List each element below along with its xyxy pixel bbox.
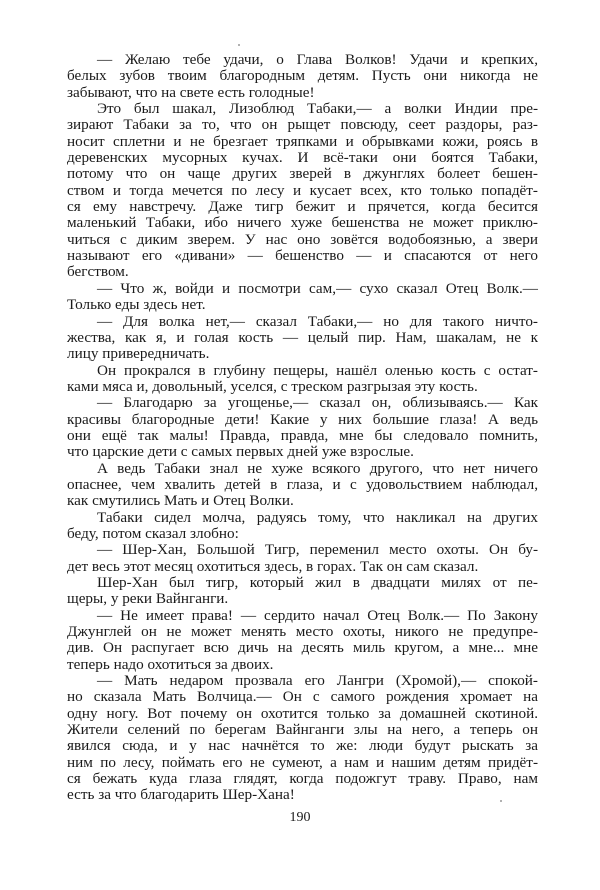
text-line: явился сюда, и у нас начнётся то же: люди будут рыскать за: [67, 737, 538, 755]
text-line: Только еды здесь нет.: [67, 296, 206, 314]
paragraph: [67, 363, 538, 396]
text-line: забывают, что на свете есть голодные!: [67, 83, 315, 101]
page-number: 190: [289, 810, 311, 825]
text-line: ся бежать куда глаза глядят, когда подожгут траву. Право, нам: [67, 770, 538, 788]
paragraph: [67, 575, 538, 608]
text-line: красивы благородные дети! Какие у них большие глаза! А ведь: [67, 410, 538, 428]
text-line: маленький Табаки, ибо ничего хуже бешенства не может приклю-: [67, 214, 538, 232]
text-line: они ещё так малы! Правда, правда, мне бы следовало помнить,: [67, 426, 538, 444]
page-text-column: [67, 52, 538, 804]
text-line: деревенских мусорных кучах. И всё-таки они боятся Табаки,: [67, 149, 538, 167]
text-line: щеры, у реки Вайнганги.: [67, 590, 229, 608]
text-line: Это был шакал, Лизоблюд Табаки,— а волки Индии пре-: [97, 100, 538, 118]
text-line: — Что ж, войди и посмотри сам,— сухо сказал Отец Волк.—: [97, 279, 538, 297]
text-line: белых зубов твоим благородным детям. Пусть они никогда не: [67, 67, 538, 85]
scan-speck: [238, 44, 240, 46]
text-line: дет весь этот месяц охотиться здесь, в горах. Так он сам сказал.: [67, 557, 479, 575]
text-line: ним по лесу, поймать его не сумеют, а нам и нашим детям придёт-: [67, 753, 538, 771]
text-line: Жители селений по берегам Вайнганги злы на него, а теперь он: [67, 721, 538, 739]
text-line: — Шер-Хан, Большой Тигр, переменил место охоты. Он бу-: [97, 541, 538, 559]
text-line: опаснее, чем хвалить детей в глаза, и с удовольствием наблюдал,: [67, 475, 538, 493]
text-line: — Желаю тебе удачи, о Глава Волков! Удачи и крепких,: [97, 51, 538, 68]
text-line: как смутились Мать и Отец Волки.: [67, 492, 294, 510]
text-line: одну ногу. Вот почему он охотится только за домашней скотиной.: [67, 704, 538, 722]
text-line: лицу привередничать.: [67, 345, 210, 363]
text-line: Табаки сидел молча, радуясь тому, что накликал на других: [97, 508, 538, 526]
text-line: ками мяса и, довольный, уселся, с треском разгрызая эту кость.: [67, 377, 478, 395]
paragraph: [67, 510, 538, 543]
text-line: А ведь Табаки знал не хуже всякого другого, что нет ничего: [97, 459, 538, 477]
text-line: — Для волка нет,— сказал Табаки,— но для такого ничто-: [97, 312, 538, 330]
text-line: — Не имеет права! — сердито начал Отец Волк.— По Закону: [97, 606, 538, 624]
paragraph: [67, 101, 538, 281]
paragraph: [67, 395, 538, 460]
paragraph: [67, 281, 538, 314]
text-line: носит сплетни и не брезгает тряпками и обрывками кожи, роясь в: [67, 132, 538, 150]
text-line: называют его «дивани» — бешенство — и спасаются от него: [67, 247, 538, 265]
text-line: что царские дети с самых первых дней уже взрослые.: [67, 443, 414, 461]
text-line: теперь надо охотиться за двоих.: [67, 655, 274, 673]
paragraph: [67, 461, 538, 510]
text-line: есть за что благодарить Шер-Хана!: [67, 786, 295, 804]
scan-speck: [500, 800, 502, 802]
text-line: бегством.: [67, 263, 129, 281]
text-line: ством и тогда мечется по лесу и кусает всех, кто только попадёт-: [67, 181, 538, 199]
paragraph: [67, 673, 538, 804]
text-line: Шер-Хан был тигр, который жил в двадцати милях от пе-: [97, 574, 538, 591]
paragraph: [67, 52, 538, 101]
text-line: Джунглей он не может менять место охоты, никого не предупре-: [67, 623, 538, 641]
text-line: ся ему навстречу. Даже тигр бежит и прячется, когда бесится: [67, 198, 538, 216]
text-line: див. Он распугает всю дичь на десять миль кругом, а мне... мне: [67, 639, 538, 657]
text-line: Он прокрался в глубину пещеры, нашёл оленью кость с остат-: [97, 361, 538, 379]
text-line: но сказала Мать Волчица.— Он с самого рождения хромает на: [67, 688, 538, 706]
text-line: — Благодарю за угощенье,— сказал он, облизываясь.— Как: [97, 394, 538, 412]
text-line: зирают Табаки за то, что он рыщет повсюду, сеет раздоры, раз-: [67, 116, 538, 134]
paragraph: [67, 542, 538, 575]
text-line: читься с диким зверем. У нас оно зовётся водобоязнью, а звери: [67, 230, 538, 248]
text-line: потому что он чаще других зверей в джунглях болеет бешен-: [67, 165, 538, 183]
text-line: жества, как я, и голая кость — целый пир. Нам, шакалам, не к: [67, 328, 538, 346]
text-line: — Мать недаром прозвала его Лангри (Хромой),— спокой-: [97, 672, 538, 690]
paragraph: [67, 608, 538, 673]
text-line: беду, потом сказал злобно:: [67, 524, 239, 542]
paragraph: [67, 314, 538, 363]
